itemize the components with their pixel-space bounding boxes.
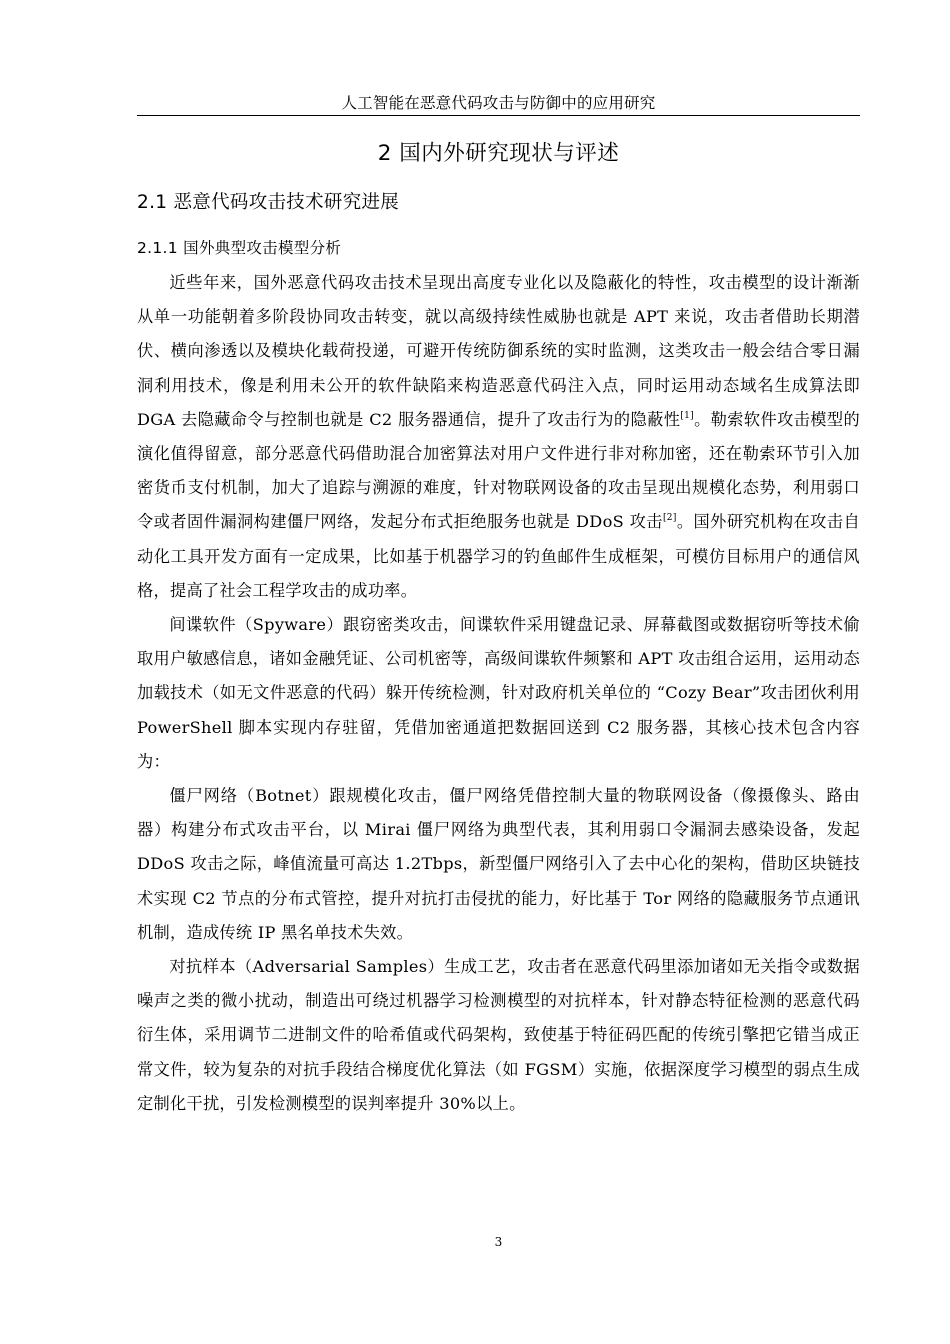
paragraph-1-text-b: 。勒索软件攻击模型的演化值得留意，部分恶意代码借助混合加密算法对用户文件进行非对称加密，还在勒索环节引入加密货币支付机制，加大了追踪与溯源的难度，针对物联网设备的攻击呈现出规模化态势，利用弱口令或者固件漏洞构建僵尸网络，发起分布式拒绝服务也就是 DDoS 攻击 — [137, 409, 860, 532]
citation-2: [2] — [662, 513, 677, 524]
body-text — [137, 266, 860, 1121]
header-rule — [137, 115, 860, 116]
citation-1: [1] — [680, 410, 694, 421]
section-title: 2.1 恶意代码攻击技术研究进展 — [137, 192, 400, 213]
page-number: 3 — [494, 1235, 503, 1249]
paragraph-1-text-a: 近些年来，国外恶意代码攻击技术呈现出高度专业化以及隐蔽化的特性，攻击模型的设计渐渐从单一功能朝着多阶段协同攻击转变，就以高级持续性威胁也就是 APT 来说，攻击者借助长期潜伏、横向渗透以及模块化载荷投递，可避开传统防御系统的实时监测，这类攻击一般会结合零日漏洞利用技术，像是利用未公开的软件缺陷来构造恶意代码注入点，同时运用动态域名生成算法即 DGA 去隐藏命令与控制也就是 C2 服务器通信，提升了攻击行为的隐蔽性 — [137, 273, 860, 429]
paragraph-1-text-c: 。国外研究机构在攻击自动化工具开发方面有一定成果，比如基于机器学习的钓鱼邮件生成框架，可模仿目标用户的通信风格，提高了社会工程学攻击的成功率。 — [137, 512, 860, 600]
paragraph-4: 对抗样本（Adversarial Samples）生成工艺，攻击者在恶意代码里添加诸如无关指令或数据噪声之类的微小扰动，制造出可绕过机器学习检测模型的对抗样本，针对静态特征检测的恶意代码衍生体，采用调节二进制文件的哈希值或代码架构，致使基于特征码匹配的传统引擎把它错当成正常文件，较为复杂的对抗手段结合梯度优化算法（如 FGSM）实施，依据深度学习模型的弱点生成定制化干扰，引发检测模型的误判率提升 30%以上。 — [137, 957, 860, 1113]
paragraph-3: 僵尸网络（Botnet）跟规模化攻击，僵尸网络凭借控制大量的物联网设备（像摄像头、路由器）构建分布式攻击平台，以 Mirai 僵尸网络为典型代表，其利用弱口令漏洞去感染设备，发起 DDoS 攻击之际，峰值流量可高达 1.2Tbps，新型僵尸网络引入了去中心化的架构，借助区块链技术实现 C2 节点的分布式管控，提升对抗打击侵扰的能力，好比基于 Tor 网络的隐藏服务节点通讯机制，造成传统 IP 黑名单技术失效。 — [137, 786, 860, 942]
paragraph-1 — [137, 266, 860, 608]
running-header: 人工智能在恶意代码攻击与防御中的应用研究 — [341, 94, 656, 112]
chapter-title: 2 国内外研究现状与评述 — [377, 141, 620, 166]
subsection-title: 2.1.1 国外典型攻击模型分析 — [137, 239, 342, 257]
paragraph-2: 间谍软件（Spyware）跟窃密类攻击，间谍软件采用键盘记录、屏幕截图或数据窃听等技术偷取用户敏感信息，诸如金融凭证、公司机密等，高级间谍软件频繁和 APT 攻击组合运用，运用动态加载技术（如无文件恶意的代码）躲开传统检测，针对政府机关单位的 “Cozy Bear”攻击团伙利用 PowerShell 脚本实现内存驻留，凭借加密通道把数据回送到 C2 服务器，其核心技术包含内容为： — [137, 615, 860, 771]
